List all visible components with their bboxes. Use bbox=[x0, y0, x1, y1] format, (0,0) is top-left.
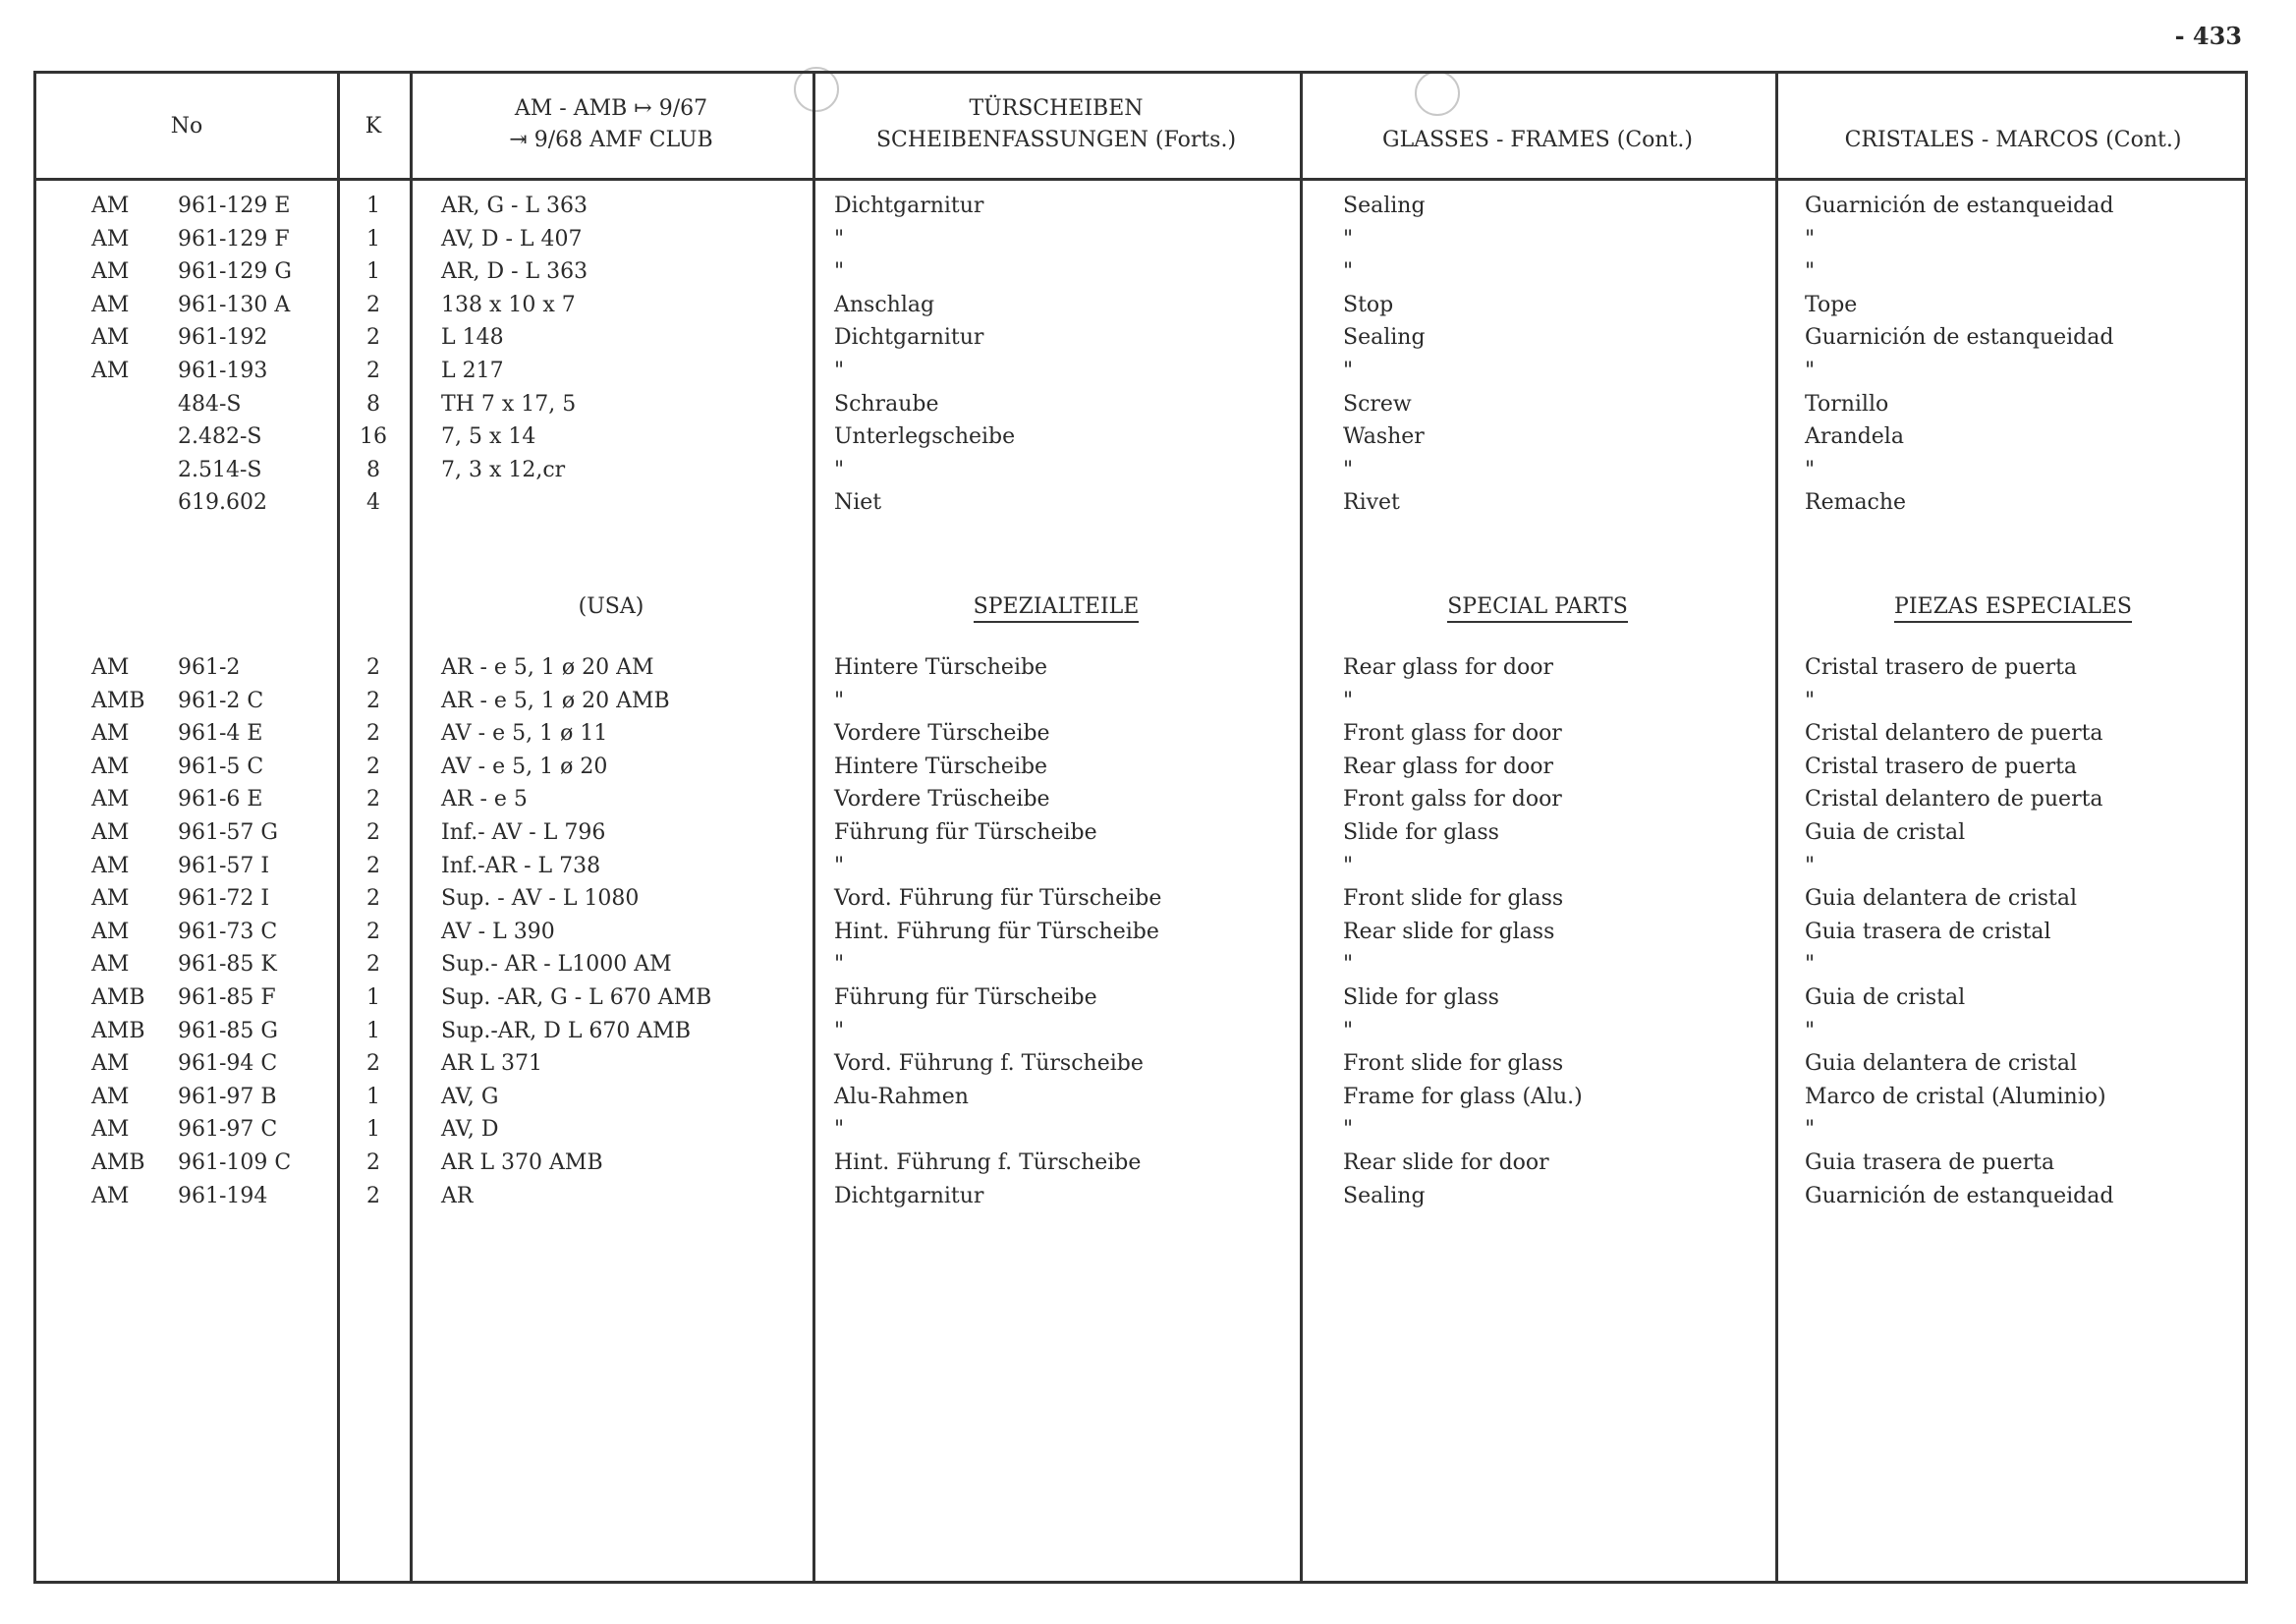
header-k: K bbox=[364, 114, 382, 139]
column-divider bbox=[812, 74, 815, 1581]
row-english: Front slide for glass bbox=[1343, 886, 1564, 912]
row-quantity: 16 bbox=[360, 424, 387, 450]
column-divider bbox=[1300, 74, 1303, 1581]
row-german: Anschlag bbox=[834, 292, 935, 317]
row-quantity: 8 bbox=[366, 391, 380, 417]
row-quantity: 2 bbox=[366, 1183, 380, 1208]
row-prefix: AM bbox=[91, 721, 130, 747]
row-spanish: Guia delantera de cristal bbox=[1805, 886, 2078, 912]
row-spanish: Guia de cristal bbox=[1805, 985, 1966, 1010]
row-german: Vordere Trüscheibe bbox=[834, 787, 1050, 812]
row-english: Sealing bbox=[1343, 325, 1426, 351]
row-english: Rear slide for glass bbox=[1343, 919, 1555, 944]
row-spanish: Remache bbox=[1805, 490, 1907, 516]
row-description: 7, 3 x 12,cr bbox=[441, 457, 566, 482]
row-german: Dichtgarnitur bbox=[834, 194, 984, 218]
row-description: AV - e 5, 1 ø 11 bbox=[441, 721, 608, 747]
row-prefix: AM bbox=[91, 359, 130, 383]
header-german bbox=[812, 93, 1300, 156]
row-english: Rear glass for door bbox=[1343, 655, 1554, 680]
row-german: " bbox=[834, 853, 845, 878]
row-part-number: 2.514-S bbox=[178, 457, 262, 482]
row-german: Vord. Führung für Türscheibe bbox=[834, 886, 1162, 912]
row-prefix: AMB bbox=[91, 1018, 145, 1043]
header-german-line2: SCHEIBENFASSUNGEN (Forts.) bbox=[875, 128, 1237, 152]
row-spanish: " bbox=[1805, 457, 1816, 482]
row-description: AR - e 5, 1 ø 20 AM bbox=[441, 655, 654, 680]
row-part-number: 961-85 G bbox=[178, 1018, 278, 1043]
row-prefix: AM bbox=[91, 1051, 130, 1077]
row-quantity: 2 bbox=[366, 886, 380, 912]
row-description: AV, D - L 407 bbox=[441, 226, 583, 252]
row-quantity: 2 bbox=[366, 1051, 380, 1077]
row-part-number: 961-129 F bbox=[178, 226, 290, 252]
row-german: Hint. Führung für Türscheibe bbox=[834, 919, 1159, 944]
row-english: " bbox=[1343, 1018, 1354, 1043]
row-quantity: 2 bbox=[366, 820, 380, 845]
row-part-number: 961-85 F bbox=[178, 985, 276, 1010]
subheader-german-text: SPEZIALTEILE bbox=[974, 594, 1140, 623]
row-german: " bbox=[834, 259, 845, 285]
row-spanish: " bbox=[1805, 853, 1816, 878]
row-quantity: 1 bbox=[366, 1084, 380, 1109]
row-description: AR - e 5 bbox=[441, 787, 528, 812]
row-prefix: AM bbox=[91, 226, 130, 252]
row-german: Alu-Rahmen bbox=[834, 1084, 969, 1109]
row-prefix: AM bbox=[91, 259, 130, 285]
row-english: " bbox=[1343, 259, 1354, 285]
row-english: Screw bbox=[1343, 391, 1412, 417]
row-quantity: 1 bbox=[366, 985, 380, 1010]
row-part-number: 961-193 bbox=[178, 359, 268, 383]
row-prefix: AM bbox=[91, 1183, 130, 1208]
header-german-line1: TÜRSCHEIBEN bbox=[969, 96, 1144, 121]
row-spanish: " bbox=[1805, 1117, 1816, 1143]
row-english: Front slide for glass bbox=[1343, 1051, 1564, 1077]
row-english: Rivet bbox=[1343, 490, 1400, 516]
row-german: " bbox=[834, 1117, 845, 1143]
row-spanish: " bbox=[1805, 359, 1816, 383]
row-english: Front galss for door bbox=[1343, 787, 1562, 812]
row-spanish: Arandela bbox=[1805, 424, 1904, 450]
row-german: Hint. Führung f. Türscheibe bbox=[834, 1150, 1142, 1175]
row-german: Dichtgarnitur bbox=[834, 325, 984, 351]
row-quantity: 2 bbox=[366, 721, 380, 747]
row-german: Führung für Türscheibe bbox=[834, 985, 1097, 1010]
row-english: " bbox=[1343, 688, 1354, 713]
row-prefix: AM bbox=[91, 754, 130, 779]
row-english: Washer bbox=[1343, 424, 1425, 450]
row-part-number: 961-130 A bbox=[178, 292, 291, 317]
row-spanish: " bbox=[1805, 688, 1816, 713]
row-quantity: 1 bbox=[366, 194, 380, 218]
row-prefix: AM bbox=[91, 194, 130, 218]
row-spanish: Cristal delantero de puerta bbox=[1805, 787, 2103, 812]
row-description: Sup. -AR, G - L 670 AMB bbox=[441, 985, 712, 1010]
row-description: Inf.- AV - L 796 bbox=[441, 820, 606, 845]
row-spanish: " bbox=[1805, 952, 1816, 978]
row-part-number: 961-85 K bbox=[178, 952, 277, 978]
row-description: 138 x 10 x 7 bbox=[441, 292, 576, 317]
parts-table bbox=[33, 71, 2248, 1584]
row-quantity: 1 bbox=[366, 1117, 380, 1143]
row-quantity: 2 bbox=[366, 952, 380, 978]
row-quantity: 1 bbox=[366, 1018, 380, 1043]
row-spanish: Tornillo bbox=[1805, 391, 1889, 417]
row-quantity: 2 bbox=[366, 754, 380, 779]
row-quantity: 2 bbox=[366, 787, 380, 812]
row-prefix: AMB bbox=[91, 1150, 145, 1175]
page-number: - 433 bbox=[2174, 22, 2242, 50]
row-quantity: 2 bbox=[366, 688, 380, 713]
row-spanish: " bbox=[1805, 259, 1816, 285]
row-prefix: AM bbox=[91, 655, 130, 680]
row-spanish: Guia de cristal bbox=[1805, 820, 1966, 845]
subheader-english bbox=[1300, 594, 1775, 619]
row-part-number: 961-2 bbox=[178, 655, 241, 680]
row-part-number: 619.602 bbox=[178, 490, 267, 516]
row-english: " bbox=[1343, 853, 1354, 878]
header-model bbox=[410, 93, 812, 156]
row-german: Hintere Türscheibe bbox=[834, 754, 1048, 779]
row-description: L 148 bbox=[441, 325, 504, 351]
row-description: AR, D - L 363 bbox=[441, 259, 588, 285]
row-prefix: AM bbox=[91, 886, 130, 912]
row-english: " bbox=[1343, 457, 1354, 482]
row-spanish: Guarnición de estanqueidad bbox=[1805, 194, 2114, 218]
row-german: " bbox=[834, 226, 845, 252]
row-quantity: 2 bbox=[366, 325, 380, 351]
row-part-number: 961-5 C bbox=[178, 754, 264, 779]
row-prefix: AM bbox=[91, 325, 130, 351]
row-spanish: Cristal trasero de puerta bbox=[1805, 655, 2078, 680]
row-spanish: " bbox=[1805, 226, 1816, 252]
row-german: " bbox=[834, 457, 845, 482]
row-prefix: AMB bbox=[91, 985, 145, 1010]
row-prefix: AMB bbox=[91, 688, 145, 713]
row-spanish: Guarnición de estanqueidad bbox=[1805, 325, 2114, 351]
row-german: " bbox=[834, 1018, 845, 1043]
row-description: AR L 370 AMB bbox=[441, 1150, 603, 1175]
row-german: " bbox=[834, 688, 845, 713]
row-english: Slide for glass bbox=[1343, 820, 1499, 845]
row-german: Schraube bbox=[834, 391, 939, 417]
row-prefix: AM bbox=[91, 1117, 130, 1143]
row-part-number: 961-194 bbox=[178, 1183, 268, 1208]
row-german: Niet bbox=[834, 490, 882, 516]
row-part-number: 961-97 B bbox=[178, 1084, 277, 1109]
row-prefix: AM bbox=[91, 1084, 130, 1109]
row-english: Slide for glass bbox=[1343, 985, 1499, 1010]
row-description: 7, 5 x 14 bbox=[441, 424, 536, 450]
column-divider bbox=[1775, 74, 1778, 1581]
row-quantity: 8 bbox=[366, 457, 380, 482]
header-divider bbox=[36, 178, 2245, 181]
row-description: Sup. - AV - L 1080 bbox=[441, 886, 640, 912]
row-description: TH 7 x 17, 5 bbox=[441, 391, 577, 417]
row-prefix: AM bbox=[91, 787, 130, 812]
row-part-number: 961-4 E bbox=[178, 721, 263, 747]
row-part-number: 961-57 I bbox=[178, 853, 270, 878]
row-description: Inf.-AR - L 738 bbox=[441, 853, 601, 878]
row-english: Front glass for door bbox=[1343, 721, 1562, 747]
row-description: Sup.-AR, D L 670 AMB bbox=[441, 1018, 691, 1043]
row-english: " bbox=[1343, 1117, 1354, 1143]
row-spanish: " bbox=[1805, 1018, 1816, 1043]
row-english: " bbox=[1343, 226, 1354, 252]
row-spanish: Marco de cristal (Aluminio) bbox=[1805, 1084, 2106, 1109]
row-spanish: Cristal trasero de puerta bbox=[1805, 754, 2078, 779]
row-german: " bbox=[834, 952, 845, 978]
row-spanish: Guarnición de estanqueidad bbox=[1805, 1183, 2114, 1208]
row-description: AV, D bbox=[441, 1117, 499, 1143]
row-quantity: 2 bbox=[366, 919, 380, 944]
row-english: Sealing bbox=[1343, 194, 1426, 218]
row-description: Sup.- AR - L1000 AM bbox=[441, 952, 672, 978]
subheader-spanish bbox=[1775, 594, 2251, 619]
row-description: AR, G - L 363 bbox=[441, 194, 588, 218]
row-part-number: 961-72 I bbox=[178, 886, 270, 912]
row-spanish: Guia delantera de cristal bbox=[1805, 1051, 2078, 1077]
row-spanish: Guia trasera de cristal bbox=[1805, 919, 2051, 944]
row-quantity: 2 bbox=[366, 292, 380, 317]
row-german: Führung für Türscheibe bbox=[834, 820, 1097, 845]
header-model-line1: AM - AMB ↦ 9/67 bbox=[514, 96, 708, 121]
row-part-number: 484-S bbox=[178, 391, 242, 417]
row-quantity: 4 bbox=[366, 490, 380, 516]
row-quantity: 1 bbox=[366, 226, 380, 252]
subheader-english-text: SPECIAL PARTS bbox=[1447, 594, 1628, 623]
header-english: GLASSES - FRAMES (Cont.) bbox=[1382, 128, 1693, 152]
header-model-line2: ⇥ 9/68 AMF CLUB bbox=[509, 128, 713, 152]
row-quantity: 2 bbox=[366, 359, 380, 383]
row-description: AV, G bbox=[441, 1084, 499, 1109]
row-prefix: AM bbox=[91, 952, 130, 978]
row-english: Rear slide for door bbox=[1343, 1150, 1549, 1175]
row-spanish: Tope bbox=[1805, 292, 1858, 317]
row-part-number: 961-6 E bbox=[178, 787, 263, 812]
row-prefix: AM bbox=[91, 919, 130, 944]
row-german: Dichtgarnitur bbox=[834, 1183, 984, 1208]
row-english: Sealing bbox=[1343, 1183, 1426, 1208]
row-description: AV - L 390 bbox=[441, 919, 555, 944]
row-part-number: 961-94 C bbox=[178, 1051, 278, 1077]
row-german: Vordere Türscheibe bbox=[834, 721, 1050, 747]
header-no: No bbox=[170, 114, 203, 139]
header-spanish: CRISTALES - MARCOS (Cont.) bbox=[1844, 128, 2182, 152]
row-description: L 217 bbox=[441, 359, 504, 383]
row-prefix: AM bbox=[91, 853, 130, 878]
row-part-number: 961-192 bbox=[178, 325, 268, 351]
row-english: Rear glass for door bbox=[1343, 754, 1554, 779]
row-part-number: 961-57 G bbox=[178, 820, 278, 845]
row-description: AR L 371 bbox=[441, 1051, 543, 1077]
row-german: Hintere Türscheibe bbox=[834, 655, 1048, 680]
row-part-number: 961-109 C bbox=[178, 1150, 292, 1175]
row-english: Frame for glass (Alu.) bbox=[1343, 1084, 1583, 1109]
row-prefix: AM bbox=[91, 292, 130, 317]
row-german: Vord. Führung f. Türscheibe bbox=[834, 1051, 1144, 1077]
row-description: AV - e 5, 1 ø 20 bbox=[441, 754, 608, 779]
row-part-number: 961-129 G bbox=[178, 259, 292, 285]
row-english: " bbox=[1343, 359, 1354, 383]
row-description: AR - e 5, 1 ø 20 AMB bbox=[441, 688, 670, 713]
row-spanish: Cristal delantero de puerta bbox=[1805, 721, 2103, 747]
row-part-number: 2.482-S bbox=[178, 424, 262, 450]
row-english: Stop bbox=[1343, 292, 1394, 317]
subheader-usa: (USA) bbox=[578, 594, 644, 619]
row-description: AR bbox=[441, 1183, 474, 1208]
subheader-spanish-text: PIEZAS ESPECIALES bbox=[1894, 594, 2132, 623]
row-part-number: 961-97 C bbox=[178, 1117, 278, 1143]
row-quantity: 2 bbox=[366, 655, 380, 680]
row-german: Unterlegscheibe bbox=[834, 424, 1016, 450]
row-quantity: 2 bbox=[366, 1150, 380, 1175]
subheader-german bbox=[812, 594, 1300, 619]
row-english: " bbox=[1343, 952, 1354, 978]
column-divider bbox=[410, 74, 413, 1581]
row-quantity: 1 bbox=[366, 259, 380, 285]
row-quantity: 2 bbox=[366, 853, 380, 878]
row-part-number: 961-129 E bbox=[178, 194, 291, 218]
row-part-number: 961-73 C bbox=[178, 919, 278, 944]
row-german: " bbox=[834, 359, 845, 383]
row-prefix: AM bbox=[91, 820, 130, 845]
row-spanish: Guia trasera de puerta bbox=[1805, 1150, 2055, 1175]
row-part-number: 961-2 C bbox=[178, 688, 264, 713]
